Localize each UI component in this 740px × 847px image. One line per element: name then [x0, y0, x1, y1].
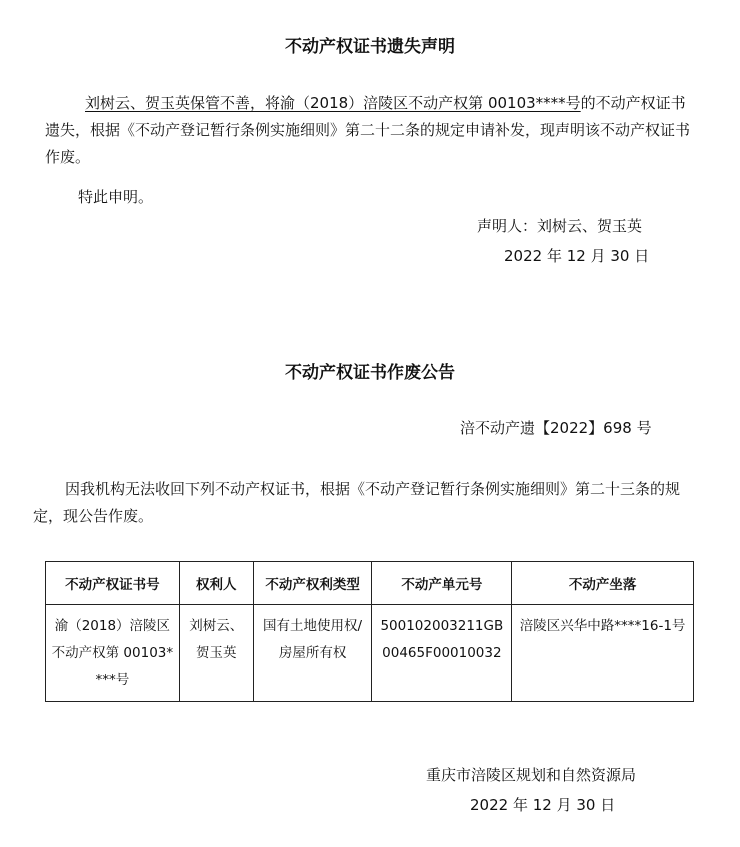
cell-location: 涪陵区兴华中路****16-1号	[512, 605, 694, 702]
cell-holder: 刘树云、贺玉英	[179, 605, 253, 702]
invalidated-certificates-table	[45, 561, 694, 702]
table-header-row	[46, 562, 694, 605]
declaration-title: 不动产权证书遗失声明	[285, 37, 455, 57]
header-unit-no: 不动产单元号	[372, 562, 512, 605]
declaration-date: 2022 年 12 月 30 日	[504, 247, 650, 265]
announcement-body: 因我机构无法收回下列不动产权证书，根据《不动产登记暂行条例实施细则》第二十三条的规定，现公告作废。	[33, 480, 681, 525]
header-location: 不动产坐落	[512, 562, 694, 605]
cell-right-type: 国有土地使用权/房屋所有权	[253, 605, 372, 702]
cell-unit-no: 500102003211GB00465F00010032	[372, 605, 512, 702]
header-cert-no: 不动产权证书号	[46, 562, 180, 605]
declaration-body-underlined: 刘树云、贺玉英保管不善，将渝（2018）涪陵区不动产权第 00103****号	[85, 94, 581, 112]
doc-number: 涪不动产遗【2022】698 号	[460, 419, 652, 437]
table-row	[46, 605, 694, 702]
special-note: 特此申明。	[78, 188, 154, 206]
announcement-date: 2022 年 12 月 30 日	[470, 796, 616, 814]
header-right-type: 不动产权利类型	[253, 562, 372, 605]
declaration-body	[45, 90, 695, 171]
announcement-title: 不动产权证书作废公告	[285, 363, 455, 383]
issuer: 重庆市涪陵区规划和自然资源局	[426, 766, 637, 784]
declarant: 声明人：刘树云、贺玉英	[477, 217, 643, 235]
declaration-body-rest: 的不动产权证书遗失，根据《不动产登记暂行条例实施细则》第二十二条的规定申请补发，现声明该不动产权证书作废。	[45, 94, 691, 166]
cell-cert-no: 渝（2018）涪陵区不动产权第 00103****号	[46, 605, 180, 702]
header-holder: 权利人	[179, 562, 253, 605]
